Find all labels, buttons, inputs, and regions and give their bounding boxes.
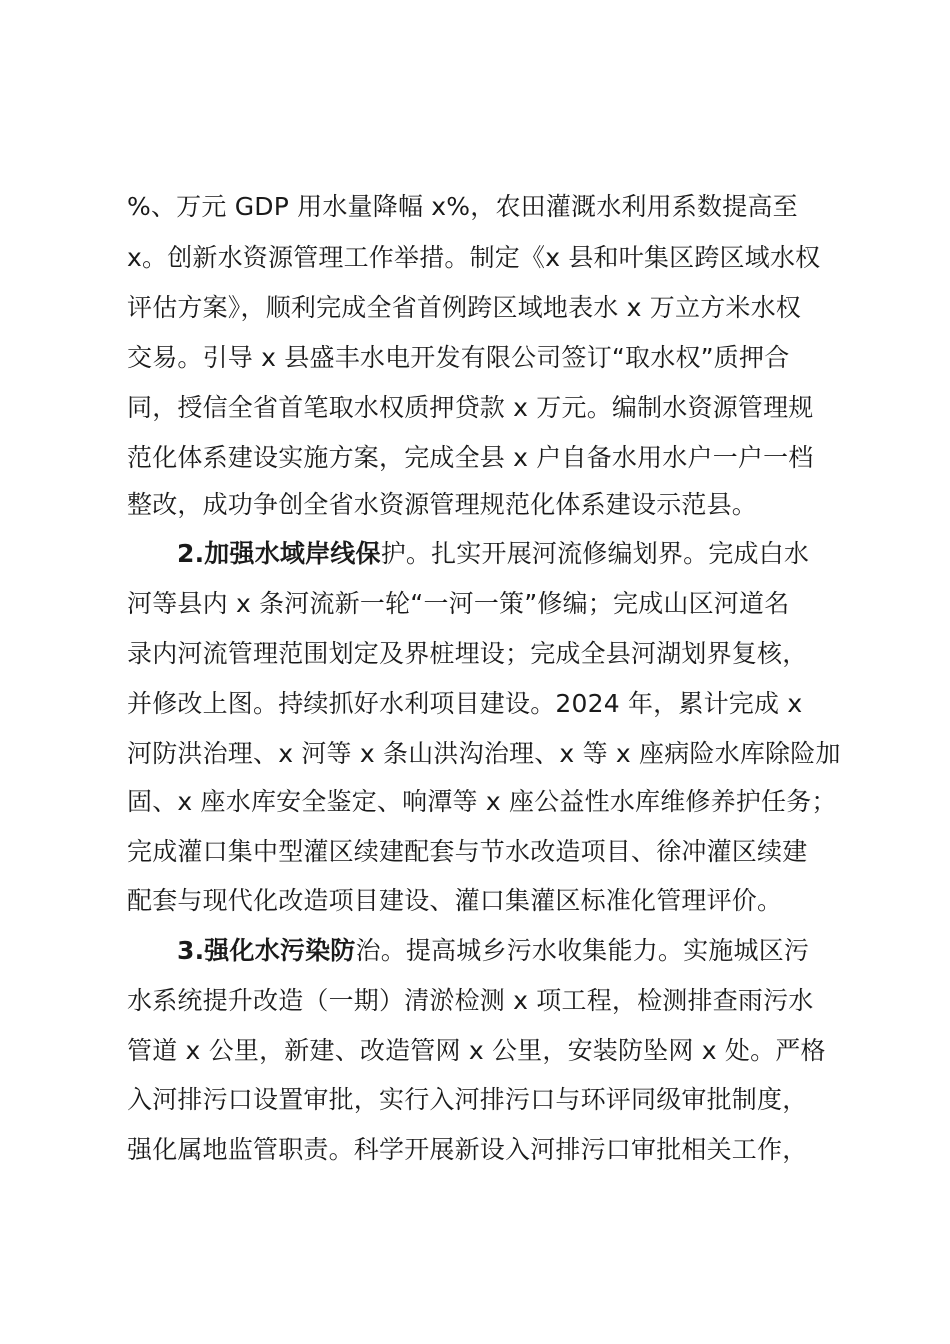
- paragraph-1-line-5: 同，授信全省首笔取水权质押贷款 x 万元。编制水资源管理规: [127, 393, 814, 422]
- paragraph-2-line-3: 录内河流管理范围划定及界桩埋设；完成全县河湖划界复核，: [127, 639, 808, 668]
- paragraph-1-line-1: %、万元 GDP 用水量降幅 x%，农田灌溉水利用系数提高至: [127, 192, 798, 221]
- paragraph-3-heading: 3.强化水污染防: [177, 936, 356, 965]
- paragraph-1-line-6: 范化体系建设实施方案，完成全县 x 户自备水用水户一户一档: [127, 443, 814, 472]
- paragraph-3-line-3: 管道 x 公里，新建、改造管网 x 公里，安装防坠网 x 处。严格: [127, 1036, 826, 1065]
- paragraph-3-line-4: 入河排污口设置审批，实行入河排污口与环评同级审批制度，: [127, 1085, 808, 1114]
- paragraph-2-line-5: 河防洪治理、x 河等 x 条山洪沟治理、x 等 x 座病险水库除险加: [127, 739, 841, 768]
- paragraph-2-line-1: [177, 528, 917, 580]
- paragraph-2-heading: 2.加强水域岸线保: [177, 539, 381, 568]
- paragraph-2-line-8: 配套与现代化改造项目建设、灌口集灌区标准化管理评价。: [127, 886, 783, 915]
- paragraph-2-line-6: 固、x 座水库安全鉴定、响潭等 x 座公益性水库维修养护任务；: [127, 787, 837, 816]
- paragraph-3-line-2: 水系统提升改造（一期）清淤检测 x 项工程，检测排查雨污水: [127, 986, 814, 1015]
- paragraph-3-line-5: 强化属地监管职责。科学开展新设入河排污口审批相关工作，: [127, 1135, 808, 1164]
- paragraph-1-line-7: 整改，成功争创全省水资源管理规范化体系建设示范县。: [127, 490, 758, 519]
- paragraph-1-line-4: 交易。引导 x 县盛丰水电开发有限公司签订“取水权”质押合: [127, 343, 790, 372]
- paragraph-1-line-3: 评估方案》，顺利完成全省首例跨区域地表水 x 万立方米水权: [127, 293, 801, 322]
- paragraph-3-first-line-text: 治。提高城乡污水收集能力。实施城区污: [355, 936, 810, 965]
- paragraph-2-first-line-text: 护。扎实开展河流修编划界。完成白水: [380, 539, 810, 568]
- paragraph-2-line-7: 完成灌口集中型灌区续建配套与节水改造项目、徐冲灌区续建: [127, 837, 808, 866]
- paragraph-1-line-2: x。创新水资源管理工作举措。制定《x 县和叶集区跨区域水权: [127, 243, 821, 272]
- paragraph-2-line-2: 河等县内 x 条河流新一轮“一河一策”修编；完成山区河道名: [127, 589, 790, 618]
- paragraph-2-line-4: 并修改上图。持续抓好水利项目建设。2024 年，累计完成 x: [127, 689, 803, 718]
- paragraph-3-line-1: [177, 925, 917, 977]
